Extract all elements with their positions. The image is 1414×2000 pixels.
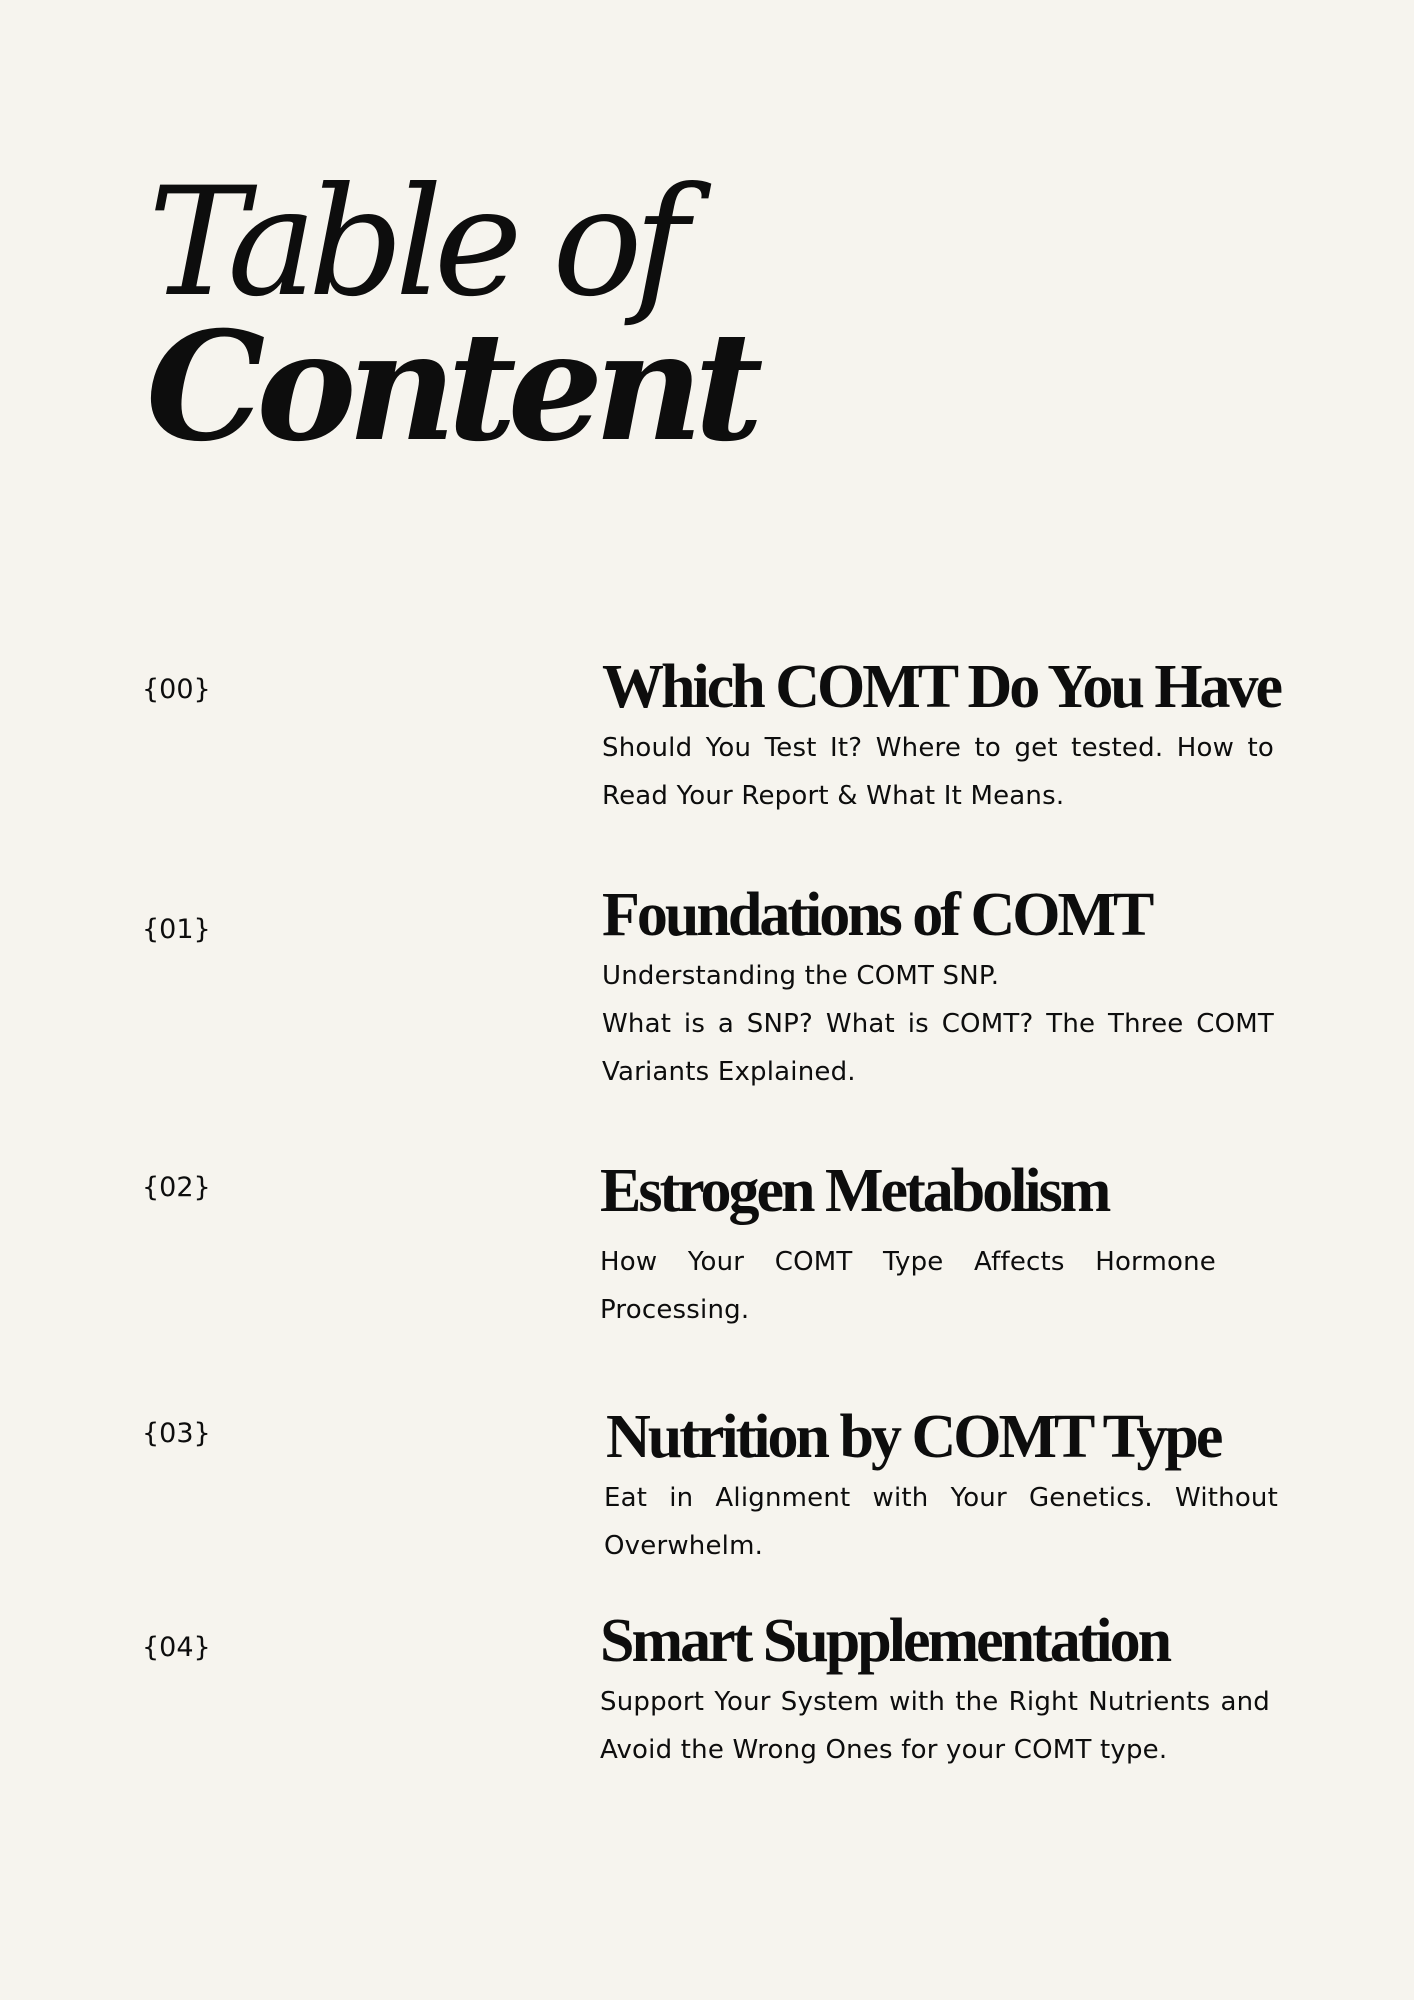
entry-description <box>600 1678 1270 1774</box>
page-title-line-2: Content <box>146 299 755 475</box>
entry-description-line: Understanding the COMT SNP. <box>602 961 1000 991</box>
entry-number: {02} <box>142 1172 211 1203</box>
page-title-line-1: Table of <box>148 156 681 330</box>
entry-title: Foundations of COMT <box>602 881 1152 949</box>
entry-number: {01} <box>142 914 211 945</box>
entry-title: Estrogen Metabolism <box>600 1157 1109 1225</box>
entry-body <box>602 881 1274 1096</box>
entry-description-line: Eat in Alignment with Your Genetics. Without Overwhelm. <box>604 1483 1278 1561</box>
entry-description <box>602 952 1274 1096</box>
entry-body <box>604 1403 1278 1570</box>
entry-title: Smart Supplementation <box>600 1607 1170 1675</box>
entry-description-line: Should You Test It? Where to get tested. How to Read Your Report & What It Means. <box>602 733 1274 811</box>
entry-description <box>604 1474 1278 1570</box>
entry-number: {03} <box>142 1418 211 1449</box>
entry-body <box>600 1157 1216 1334</box>
entry-number: {00} <box>142 674 211 705</box>
entry-body <box>600 1607 1270 1774</box>
entry-description <box>602 724 1274 820</box>
entry-title: Which COMT Do You Have <box>602 653 1281 721</box>
entry-description <box>600 1238 1216 1334</box>
entry-number: {04} <box>142 1632 211 1663</box>
entry-description-line: What is a SNP? What is COMT? The Three COMT Variants Explained. <box>602 1009 1274 1087</box>
entry-description-line: Support Your System with the Right Nutrients and Avoid the Wrong Ones for your COMT type. <box>600 1687 1270 1765</box>
entry-body <box>602 653 1281 820</box>
entry-description-line: How Your COMT Type Affects Hormone Processing. <box>600 1247 1216 1325</box>
entry-title: Nutrition by COMT Type <box>606 1403 1221 1471</box>
